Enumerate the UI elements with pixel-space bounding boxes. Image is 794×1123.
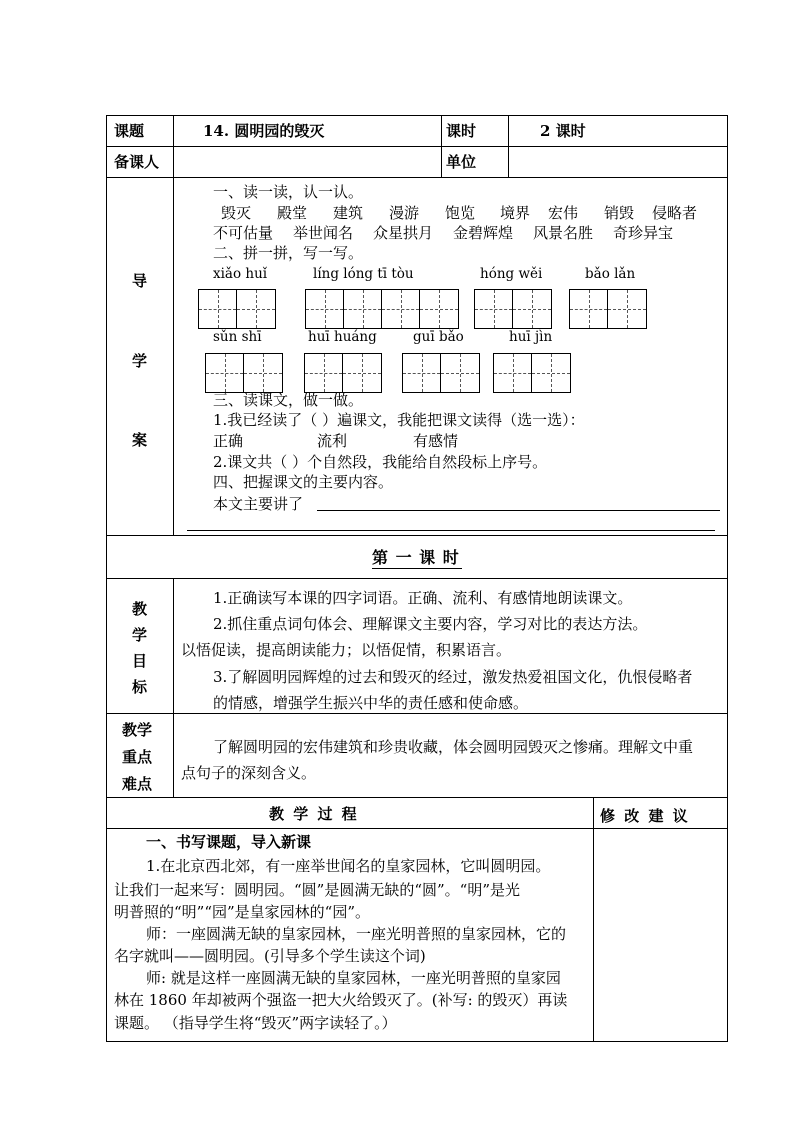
row-divider <box>106 828 728 829</box>
word: 举世闻名 <box>293 224 354 242</box>
word: 建筑 <box>333 204 364 222</box>
pinyin: líng lóng tī tòu <box>313 266 414 282</box>
col-divider <box>173 578 174 797</box>
goal-text: 的情感，增强学生振兴中华的责任感和使命感。 <box>213 694 529 712</box>
guide-side-char: 学 <box>132 352 148 370</box>
section2-title: 二、拼一拼，写一写。 <box>213 244 364 262</box>
goal-text: 2.抓住重点词句体会、理解课文主要内容，学习对比的表达方法。 <box>213 615 648 633</box>
word: 饱览 <box>445 204 476 222</box>
revise-label: 修 改 建 议 <box>600 807 690 825</box>
table-border-right <box>727 115 728 1041</box>
section4-title: 四、把握课文的主要内容。 <box>213 473 394 491</box>
process-text: 师：一座圆满无缺的皇家园林，一座光明普照的皇家园林，它的 <box>146 925 567 943</box>
hours-value: 2 课时 <box>540 122 586 140</box>
word: 金碧辉煌 <box>453 224 514 242</box>
process-heading: 一、书写课题，导入新课 <box>146 833 312 851</box>
row-divider <box>106 797 728 798</box>
lesson-title: 第 一 课 时 <box>372 548 460 567</box>
word: 毁灭 <box>221 204 252 222</box>
pinyin: xiǎo huǐ <box>213 266 268 282</box>
unit-label: 单位 <box>446 153 477 171</box>
pinyin: sǔn shī <box>213 329 262 345</box>
key-label: 重点 <box>122 748 153 766</box>
goals-label-char: 教 <box>132 600 148 618</box>
goal-text: 1.正确读写本课的四字词语。正确、流利、有感情地朗读课文。 <box>213 589 633 607</box>
row-divider <box>106 713 728 714</box>
row-divider <box>106 578 728 579</box>
table-border-left <box>106 115 107 1041</box>
word: 风景名胜 <box>533 224 594 242</box>
word: 众星拱月 <box>373 224 434 242</box>
option: 有感情 <box>413 432 459 450</box>
process-text: 师: 就是这样一座圆满无缺的皇家园林，一座光明普照的皇家园 <box>146 969 561 987</box>
option: 正确 <box>213 432 244 450</box>
pinyin: bǎo lǎn <box>585 266 636 282</box>
key-text: 了解圆明园的宏伟建筑和珍贵收藏，体会圆明园毁灭之惨痛。理解文中重 <box>213 738 694 756</box>
word: 奇珍异宝 <box>613 224 674 242</box>
goals-label-char: 学 <box>132 626 148 644</box>
hours-label: 课时 <box>446 122 477 140</box>
goals-label-char: 标 <box>132 678 148 696</box>
process-text: 明普照的“明”“园”是皇家园林的“园”。 <box>114 903 371 921</box>
col-divider <box>441 115 442 177</box>
pinyin: huī jìn <box>509 329 553 345</box>
process-label: 教 学 过 程 <box>269 805 359 823</box>
row-divider <box>106 535 728 536</box>
row-divider <box>106 146 728 147</box>
writing-grid[interactable] <box>304 353 382 393</box>
lesson-title-underline <box>372 568 462 569</box>
word: 不可估量 <box>213 224 274 242</box>
writing-grid[interactable] <box>305 289 459 329</box>
word: 侵略者 <box>652 204 698 222</box>
guide-side-char: 导 <box>132 272 148 290</box>
col-divider <box>508 115 509 177</box>
word: 境界 <box>500 204 531 222</box>
table-border-top <box>106 115 728 116</box>
writing-grid[interactable] <box>493 353 571 393</box>
process-text: 林在 1860 年却被两个强盗一把大火给毁灭了。(补写: 的毁灭）再读 <box>114 991 568 1009</box>
guide-side-char: 案 <box>132 431 148 449</box>
table-border-bottom <box>106 1041 728 1042</box>
topic-value: 14. 圆明园的毁灭 <box>203 122 325 140</box>
question-2: 2.课文共（ ）个自然段，我能给自然段标上序号。 <box>213 453 548 471</box>
question-1: 1.我已经读了（ ）遍课文，我能把课文读得（选一选）： <box>213 411 585 429</box>
word: 销毁 <box>604 204 635 222</box>
key-label: 难点 <box>122 775 153 793</box>
section3-title: 三、读课文，做一做。 <box>213 391 364 409</box>
word: 殿堂 <box>277 204 308 222</box>
process-text: 1.在北京西北郊，有一座举世闻名的皇家园林，它叫圆明园。 <box>146 857 551 875</box>
pinyin: guī bǎo <box>413 329 464 345</box>
col-divider <box>593 797 594 1041</box>
row-divider <box>106 177 728 178</box>
key-text: 点句子的深刻含义。 <box>181 764 317 782</box>
writing-grid[interactable] <box>402 353 480 393</box>
key-label: 教学 <box>122 721 153 739</box>
answer-line[interactable] <box>317 510 720 511</box>
writing-grid[interactable] <box>474 289 552 329</box>
preparer-label: 备课人 <box>114 153 160 171</box>
col-divider <box>173 115 174 535</box>
writing-grid[interactable] <box>569 289 647 329</box>
writing-grid[interactable] <box>205 353 283 393</box>
pinyin: huī huáng <box>308 329 377 345</box>
pinyin: hóng wěi <box>480 266 543 282</box>
section1-title: 一、读一读，认一认。 <box>213 183 364 201</box>
goals-label-char: 目 <box>132 652 148 670</box>
goal-text: 以悟促读，提高朗读能力；以悟促情，积累语言。 <box>181 641 512 659</box>
process-text: 课题。 （指导学生将“毁灭”两字读轻了。） <box>114 1014 397 1032</box>
writing-grid[interactable] <box>198 289 276 329</box>
word: 宏伟 <box>548 204 579 222</box>
answer-line[interactable] <box>187 530 715 531</box>
process-text: 名字就叫——圆明园。(引导多个学生读这个词) <box>114 947 426 965</box>
topic-label: 课题 <box>114 122 145 140</box>
goal-text: 3.了解圆明园辉煌的过去和毁灭的经过，激发热爱祖国文化，仇恨侵略者 <box>213 668 693 686</box>
summary-prompt: 本文主要讲了 <box>213 495 304 513</box>
process-text: 让我们一起来写：圆明园。“圆”是圆满无缺的“圆”。“明”是光 <box>114 881 521 899</box>
option: 流利 <box>317 432 348 450</box>
word: 漫游 <box>389 204 420 222</box>
